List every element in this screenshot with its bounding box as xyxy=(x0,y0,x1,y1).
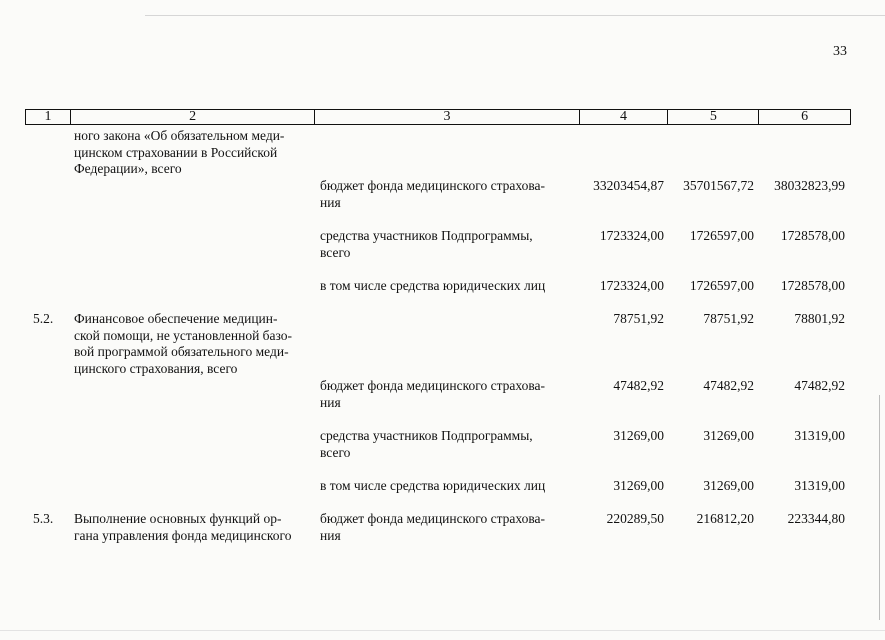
funding-source: средства участников Подпрограммы, всего xyxy=(320,428,533,460)
row-description: ного закона «Об обязательном меди- цинском страховании в Российской Федерации», всего xyxy=(74,128,285,176)
total-col4: 78751,92 xyxy=(613,311,664,326)
value-col6: 223344,80 xyxy=(787,511,845,526)
value-col4: 31269,00 xyxy=(613,428,664,443)
total-col6: 78801,92 xyxy=(794,311,845,326)
value-col4: 31269,00 xyxy=(613,478,664,493)
col-header-4: 4 xyxy=(580,110,669,124)
value-col5: 1726597,00 xyxy=(689,278,754,293)
funding-source: в том числе средства юридических лиц xyxy=(320,478,546,493)
value-col6: 47482,92 xyxy=(794,378,845,393)
table-header-row xyxy=(25,109,851,125)
value-col4: 1723324,00 xyxy=(599,228,664,243)
col-header-1: 1 xyxy=(26,110,71,124)
value-col5: 1726597,00 xyxy=(689,228,754,243)
value-col6: 31319,00 xyxy=(794,478,845,493)
value-col5: 35701567,72 xyxy=(683,178,754,193)
value-col5: 31269,00 xyxy=(703,428,754,443)
total-col5: 78751,92 xyxy=(703,311,754,326)
col-header-6: 6 xyxy=(801,109,809,124)
row-description: Финансовое обеспечение медицин- ской помощи, не установленной базо- вой программой обязательного меди- цинского страхования, всего xyxy=(74,311,293,376)
funding-source: в том числе средства юридических лиц xyxy=(320,278,546,293)
value-col6: 38032823,99 xyxy=(774,178,845,193)
scan-edge-top xyxy=(145,15,885,16)
scan-edge-bottom xyxy=(0,630,885,631)
value-col4: 220289,50 xyxy=(606,511,664,526)
value-col5: 216812,20 xyxy=(696,511,754,526)
value-col6: 1728578,00 xyxy=(780,278,845,293)
funding-source: бюджет фонда медицинского страхова- ния xyxy=(320,378,546,410)
col-header-3: 3 xyxy=(315,110,579,124)
value-col6: 31319,00 xyxy=(794,428,845,443)
funding-source: бюджет фонда медицинского страхова- ния xyxy=(320,511,546,543)
page-number: 33 xyxy=(833,44,847,59)
value-col5: 47482,92 xyxy=(703,378,754,393)
col-header-2: 2 xyxy=(71,110,315,124)
col-header-5: 5 xyxy=(668,110,759,124)
row-description: Выполнение основных функций ор- гана управления фонда медицинского xyxy=(74,511,292,543)
value-col5: 31269,00 xyxy=(703,478,754,493)
value-col4: 1723324,00 xyxy=(599,278,664,293)
funding-source: средства участников Подпрограммы, всего xyxy=(320,228,533,260)
row-number: 5.3. xyxy=(33,511,54,526)
row-number: 5.2. xyxy=(33,311,54,326)
value-col6: 1728578,00 xyxy=(780,228,845,243)
value-col4: 47482,92 xyxy=(613,378,664,393)
value-col4: 33203454,87 xyxy=(593,178,664,193)
funding-source: бюджет фонда медицинского страхова- ния xyxy=(320,178,546,210)
scan-edge-right xyxy=(879,395,880,620)
